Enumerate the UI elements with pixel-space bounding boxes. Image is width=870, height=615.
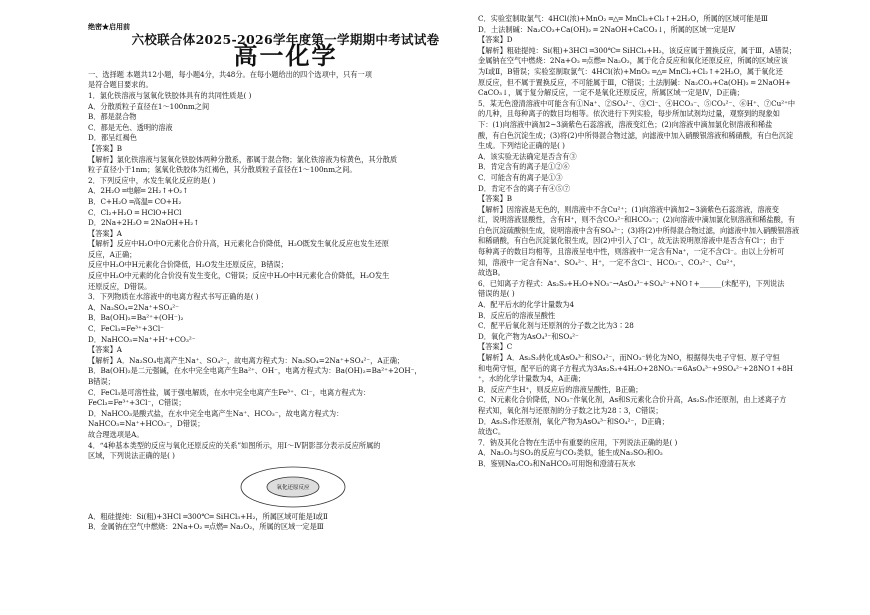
text-line: A．配平后水的化学计量数为4 [478,300,575,310]
text-line: 6．已知离子方程式：As₂S₃+H₂O+NO₃⁻→AsO₄³⁻+SO₄²⁻+NO↑+______(未配平)，下列说法 [478,278,785,288]
right-text-block [478,14,870,470]
redox-label: 氧化还原反应 [276,484,310,491]
text-line: 【解析】A．Na₂SO₄电离产生Na⁺、SO₄²⁻，故电离方程式为：Na₂SO₄=2Na⁺+SO₄²⁻，A正确； [88,355,405,365]
text-line: B．Ba(OH)₂=Ba²⁺+(OH⁻)₂ [88,313,184,323]
text-line: B．反应产生H⁺，则反应后的溶液呈酸性，B正确； [478,384,643,394]
text-line: 故选B。 [478,268,505,278]
text-line: 的几种，且每种离子的数目均相等。依次进行下列实验，每步所加试剂均过量，观察到的现象如 [478,109,780,119]
text-line: B错误； [88,377,115,386]
text-line: 4．“4种基本类型的反应与氧化还原反应的关系”如图所示，用Ⅰ～Ⅳ阴影部分表示反应所属的 [88,440,381,450]
text-line: 故选C。 [478,427,506,437]
text-line: 反应中H₂O中H元素化合价降低，H₂O发生还原反应，B错误； [88,260,288,270]
exam-title: 六校联合体2025-2026学年度第一学期期中考试试卷 [131,31,440,47]
text-line: 5．某无色澄清溶液中可能含有①Na⁺、②SO₄²⁻、③Cl⁻、④HCO₃⁻、⑤CO₃²⁻、⑥H⁺、⑦Cu²⁺中 [478,98,796,108]
left-column [88,22,483,533]
text-line: 1．氯化铁溶液与氢氧化铁胶体具有的共同性质是( ) [88,90,252,100]
text-line: B．都是混合物 [88,112,137,122]
text-line: C．都是无色、透明的溶液 [88,122,173,132]
text-line: D．肯定不含的离子有④⑤⑦ [478,183,571,193]
text-line: NaHCO₃=Na⁺+HCO₃⁻，D错误； [88,419,205,429]
text-line: CaCO₃↓，属于复分解反应，一定不是氧化还原反应，所属区域一定是Ⅳ，D正确； [478,88,744,98]
text-line: 酸，有白色沉淀生成；(3)将(2)中所得混合物过滤，向滤液中加入硝酸银溶液和稀硝酸，有白色沉淀 [478,130,794,140]
text-line: ⁺，水的化学计量数为4，A正确； [478,374,585,384]
text-line: C．FeCl₃是可溶性盐，属于强电解质，在水中完全电离产生Fe³⁺、Cl⁻，电离方程式为： [88,387,371,397]
text-line: A．粗硅提纯：Si(粗)+3HCl ═300℃═ SiHCl₃+H₂，所属区域可能是Ⅰ或Ⅱ [88,511,328,521]
text-line: D．NaHCO₃是酸式盐，在水中完全电离产生Na⁺、HCO₃⁻，故电离方程式为： [88,408,344,418]
text-line: 区域，下列说法正确的是( ) [88,451,175,461]
text-line: FeCl₃=Fe³⁺+3Cl⁻，C错误； [88,398,186,408]
text-line: 金属钠在空气中燃烧：2Na+O₂ ═点燃═ Na₂O₂，属于化合反应和氧化还原反应，所属的区域应该 [478,56,788,66]
text-line: 【答案】B [88,143,123,153]
text-line: 白色沉淀硫酸钡生成，说明溶液中含有SO₄²⁻；(3)将(2)中所得混合物过滤，向滤液中加入硝酸银溶液 [478,225,800,235]
secret-mark: 绝密★启用前 [88,22,130,31]
text-line: 【答案】D [478,35,513,45]
left-text-block [88,70,483,462]
text-line: 2．下列反应中，水发生氧化反应的是( ) [88,175,216,185]
text-line: 和稀硝酸，有白色沉淀氯化银生成，因(2)中引入了Cl⁻，故无法说明原溶液中是否含有Cl⁻；由于 [478,236,785,246]
text-line: C．N元素化合价降低，NO₃⁻作氧化剂，As和S元素化合价升高，As₂S₃作还原剂，由上述离子方 [478,395,787,405]
text-line: C．Cl₂+H₂O ═ HClO+HCl [88,207,182,217]
text-line: B．C+H₂O ═高温═ CO+H₂ [88,196,182,206]
text-line: A．该实验无法确定是否含有③ [478,151,577,161]
text-line: 【答案】B [478,194,513,204]
text-line: 【解析】反应中H₂O中O元素化合价升高，H元素化合价降低，H₂O既发生氧化反应也发生还原 [88,239,389,249]
text-line: A．分散质粒子直径在1～100nm之间 [88,101,210,111]
subject-title: 高一化学 [233,41,338,71]
text-line: B．Ba(OH)₂是二元强碱，在水中完全电离产生Ba²⁺、OH⁻，电离方程式为：Ba(OH)₂=Ba²⁺+2OH⁻， [88,366,422,376]
text-line: 生成。下列结论正确的是( ) [478,141,565,151]
right-column [478,14,870,470]
text-line: 和电荷守恒，配平后的离子方程式为3As₂S₃+4H₂O+28NO₃⁻=6AsO₄³⁻+9SO₄²⁻+28NO↑+8H [478,363,793,373]
text-line: 还原反应，D错误。 [88,281,152,291]
text-line: D．As₂S₃作还原剂，氧化产物为AsO₄³⁻和SO₄²⁻，D正确； [478,416,669,426]
text-line: 每种离子的数目均相等，且溶液呈电中性，则溶液中一定含有Na⁺，一定不含Cl⁻。由以上分析可 [478,247,785,257]
text-line: 【答案】A [88,345,122,355]
text-line: A．Na₂O₂与SO₂的反应与CO₂类似，能生成Na₂SO₃和O₂ [478,448,663,458]
text-line: 程式知，氧化剂与还原剂的分子数之比为28∶3，C错误； [478,405,663,415]
text-line: D．土法制碱：Na₂CO₃+Ca(OH)₂ ═ 2NaOH+CaCO₃↓，所属的区域一定是Ⅳ [478,24,736,34]
text-line: 3．下列物质在水溶液中的电离方程式书写正确的是( ) [88,292,259,302]
text-line: B．金属钠在空气中燃烧：2Na+O₂ ═点燃═ Na₂O₂，所属的区域一定是Ⅲ [88,522,324,532]
text-line: D．氧化产物为AsO₄³⁻和SO₄²⁻ [478,331,579,341]
text-line: 是符合题目要求的。 [88,80,153,90]
text-line: C．可能含有的离子是①③ [478,172,563,182]
text-line: 知，溶液中一定含有Na⁺、SO₄²⁻、H⁺，一定不含Cl⁻、HCO₃⁻、CO₃²⁻、Cu²⁺， [478,257,741,267]
text-line: 下：(1)向溶液中滴加2~3滴紫色石蕊溶液，溶液变红色；(2)向溶液中滴加氯化钡溶液和稀盐 [478,119,773,129]
text-line: D．NaHCO₃=Na⁺+H⁺+CO₃²⁻ [88,334,196,344]
text-line: 为Ⅰ或Ⅱ，B错误；实验室制取氯气：4HCl(浓)+MnO₂ ═△═ MnCl₂+Cl₂↑+2H₂O，属于氧化还 [478,66,783,76]
text-line: 7．钠及其化合物在生活中有重要的应用，下列说法正确的是( ) [478,437,678,447]
text-line: B．肯定含有的离子是①②⑥ [478,162,570,172]
text-line: B．鉴别Na₂CO₃和NaHCO₃可用饱和澄清石灰水 [478,458,636,468]
text-line: D．都呈红褐色 [88,133,137,143]
text-line: 红，说明溶液显酸性，含有H⁺，则不含CO₃²⁻和HCO₃⁻；(2)向溶液中滴加氯化钡溶液和稀盐酸，有 [478,215,796,225]
text-line: 【解析】因溶液是无色的，则溶液中不含Cu²⁺；(1)向溶液中滴加2~3滴紫色石蕊溶液，溶液变 [478,204,779,214]
text-line: 【解析】氯化铁溶液与氢氧化铁胶体两种分散系，都属于混合物；氯化铁溶液为棕黄色，其分散质 [88,154,398,164]
text-line: 原反应，但不属于置换反应，不可能属于Ⅲ，C错误；土法制碱：Na₂CO₃+Ca(OH)₂ ═ 2NaOH+ [478,77,791,87]
text-line: 粒子直径小于1nm；氢氧化铁胶体为红褐色，其分散质粒子直径在1～100nm之间。 [88,165,357,175]
text-line: C．FeCl₃=Fe³⁺+3Cl⁻ [88,324,164,334]
text-line: A．Na₂SO₄=2Na⁺+SO₄²⁻ [88,302,179,312]
text-line: 反应中H₂O中元素的化合价没有发生变化，C错误；反应中H₂O中H元素化合价降低，H₂O发生 [88,271,390,281]
text-line: C．配平后氧化剂与还原剂的分子数之比为3∶28 [478,321,634,331]
text-line: C．实验室制取氯气：4HCl(浓)+MnO₂ ═△═ MnCl₂+Cl₂↑+2H₂O，所属的区域可能是Ⅲ [478,14,768,23]
text-line: A．2H₂O ═电解═ 2H₂↑+O₂↑ [88,186,189,196]
text-line: 【解析】粗硅提纯：Si(粗)+3HCl ═300℃═ SiHCl₃+H₂，该反应属于置换反应，属于Ⅲ，A错误； [478,45,797,55]
text-line: D．2Na+2H₂O ═ 2NaOH+H₂↑ [88,218,200,228]
text-line: 错误的是( ) [478,289,515,299]
venn-diagram-svg [238,465,348,509]
text-line: 【答案】C [478,342,513,352]
text-line: 反应，A正确； [88,249,137,259]
text-line: 【答案】A [88,228,122,238]
reaction-venn-diagram [238,465,348,509]
text-line: 故合理选项是A。 [88,429,144,439]
text-line: B．反应后的溶液呈酸性 [478,310,556,320]
left-tail-block [88,512,483,533]
text-line: 【解析】A．As₂S₃转化成AsO₄³⁻和SO₄²⁻，而NO₃⁻转化为NO，根据得失电子守恒、原子守恒 [478,353,780,362]
text-line: 一、选择题 本题共12小题，每小题4分，共48分。在每小题给出的四个选项中，只有一项 [88,69,372,79]
